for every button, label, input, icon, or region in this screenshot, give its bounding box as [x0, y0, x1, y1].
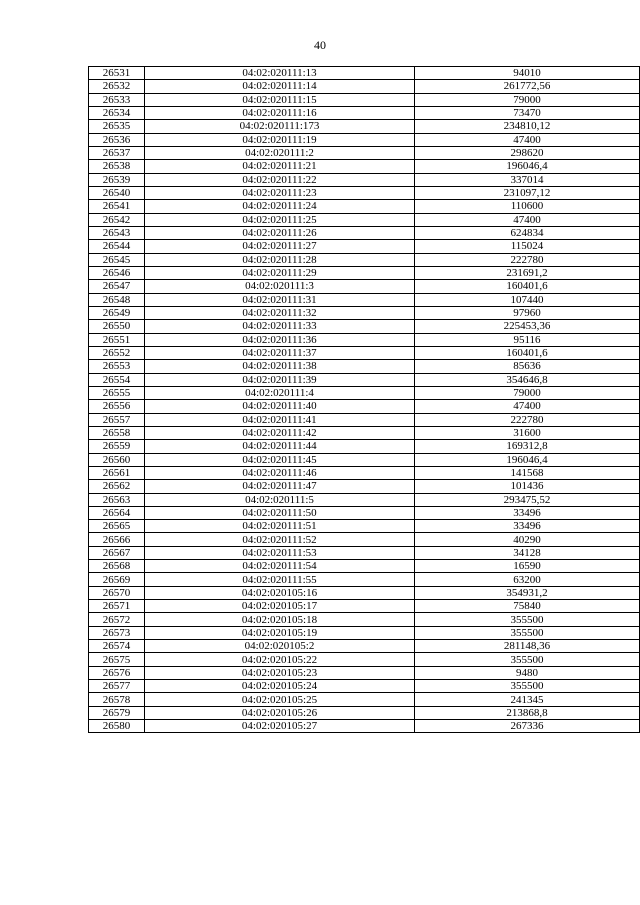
cadastral-number-cell: 04:02:020111:16: [145, 106, 415, 119]
value-cell: 337014: [415, 173, 640, 186]
cadastral-number-cell: 04:02:020111:3: [145, 280, 415, 293]
value-cell: 63200: [415, 573, 640, 586]
row-number-cell: 26576: [89, 666, 145, 679]
value-cell: 75840: [415, 600, 640, 613]
row-number-cell: 26561: [89, 466, 145, 479]
table-row: [89, 493, 640, 506]
cadastral-number-cell: 04:02:020111:32: [145, 306, 415, 319]
table-row: [89, 546, 640, 559]
row-number-cell: 26543: [89, 226, 145, 239]
table-row: [89, 480, 640, 493]
cadastral-number-cell: 04:02:020111:36: [145, 333, 415, 346]
value-cell: 213868,8: [415, 706, 640, 719]
table-row: [89, 520, 640, 533]
table-row: [89, 533, 640, 546]
row-number-cell: 26534: [89, 106, 145, 119]
row-number-cell: 26570: [89, 586, 145, 599]
table-row: [89, 306, 640, 319]
table-row: [89, 640, 640, 653]
cadastral-number-cell: 04:02:020111:41: [145, 413, 415, 426]
cadastral-number-cell: 04:02:020105:24: [145, 680, 415, 693]
value-cell: 97960: [415, 306, 640, 319]
value-cell: 355500: [415, 626, 640, 639]
cadastral-number-cell: 04:02:020111:53: [145, 546, 415, 559]
value-cell: 33496: [415, 506, 640, 519]
row-number-cell: 26577: [89, 680, 145, 693]
table-row: [89, 613, 640, 626]
value-cell: 293475,52: [415, 493, 640, 506]
table-row: [89, 280, 640, 293]
value-cell: 196046,4: [415, 160, 640, 173]
row-number-cell: 26562: [89, 480, 145, 493]
table-row: [89, 706, 640, 719]
value-cell: 241345: [415, 693, 640, 706]
row-number-cell: 26531: [89, 67, 145, 80]
cadastral-number-cell: 04:02:020111:51: [145, 520, 415, 533]
value-cell: 73470: [415, 106, 640, 119]
table-row: [89, 560, 640, 573]
table-row: [89, 573, 640, 586]
table-row: [89, 320, 640, 333]
value-cell: 234810,12: [415, 120, 640, 133]
cadastral-number-cell: 04:02:020111:22: [145, 173, 415, 186]
cadastral-number-cell: 04:02:020111:15: [145, 93, 415, 106]
value-cell: 40290: [415, 533, 640, 546]
value-cell: 261772,56: [415, 80, 640, 93]
row-number-cell: 26552: [89, 346, 145, 359]
table-row: [89, 120, 640, 133]
value-cell: 225453,36: [415, 320, 640, 333]
row-number-cell: 26558: [89, 426, 145, 439]
value-cell: 85636: [415, 360, 640, 373]
row-number-cell: 26572: [89, 613, 145, 626]
cadastral-number-cell: 04:02:020111:27: [145, 240, 415, 253]
row-number-cell: 26538: [89, 160, 145, 173]
table-row: [89, 80, 640, 93]
cadastral-number-cell: 04:02:020111:24: [145, 200, 415, 213]
cadastral-number-cell: 04:02:020111:47: [145, 480, 415, 493]
row-number-cell: 26548: [89, 293, 145, 306]
value-cell: 47400: [415, 133, 640, 146]
table-row: [89, 253, 640, 266]
row-number-cell: 26540: [89, 186, 145, 199]
table-row: [89, 346, 640, 359]
row-number-cell: 26537: [89, 146, 145, 159]
row-number-cell: 26533: [89, 93, 145, 106]
cadastral-number-cell: 04:02:020105:2: [145, 640, 415, 653]
value-cell: 354931,2: [415, 586, 640, 599]
table-row: [89, 173, 640, 186]
value-cell: 355500: [415, 680, 640, 693]
value-cell: 298620: [415, 146, 640, 159]
cadastral-number-cell: 04:02:020111:13: [145, 67, 415, 80]
cadastral-number-cell: 04:02:020111:50: [145, 506, 415, 519]
cadastral-number-cell: 04:02:020105:17: [145, 600, 415, 613]
row-number-cell: 26535: [89, 120, 145, 133]
table-row: [89, 373, 640, 386]
cadastral-number-cell: 04:02:020111:42: [145, 426, 415, 439]
value-cell: 79000: [415, 386, 640, 399]
cadastral-number-cell: 04:02:020111:28: [145, 253, 415, 266]
cadastral-number-cell: 04:02:020111:38: [145, 360, 415, 373]
value-cell: 231097,12: [415, 186, 640, 199]
table-row: [89, 413, 640, 426]
cadastral-number-cell: 04:02:020105:19: [145, 626, 415, 639]
row-number-cell: 26560: [89, 453, 145, 466]
cadastral-number-cell: 04:02:020111:52: [145, 533, 415, 546]
row-number-cell: 26555: [89, 386, 145, 399]
value-cell: 281148,36: [415, 640, 640, 653]
row-number-cell: 26575: [89, 653, 145, 666]
page-number: 40: [314, 38, 326, 52]
row-number-cell: 26568: [89, 560, 145, 573]
table-row: [89, 653, 640, 666]
table-row: [89, 213, 640, 226]
value-cell: 141568: [415, 466, 640, 479]
cadastral-number-cell: 04:02:020111:46: [145, 466, 415, 479]
cadastral-number-cell: 04:02:020111:31: [145, 293, 415, 306]
cadastral-number-cell: 04:02:020111:37: [145, 346, 415, 359]
value-cell: 31600: [415, 426, 640, 439]
row-number-cell: 26542: [89, 213, 145, 226]
row-number-cell: 26550: [89, 320, 145, 333]
row-number-cell: 26551: [89, 333, 145, 346]
row-number-cell: 26580: [89, 720, 145, 733]
row-number-cell: 26557: [89, 413, 145, 426]
table-row: [89, 106, 640, 119]
cadastral-number-cell: 04:02:020105:18: [145, 613, 415, 626]
table-row: [89, 626, 640, 639]
row-number-cell: 26559: [89, 440, 145, 453]
row-number-cell: 26579: [89, 706, 145, 719]
table-row: [89, 466, 640, 479]
row-number-cell: 26571: [89, 600, 145, 613]
value-cell: 9480: [415, 666, 640, 679]
cadastral-number-cell: 04:02:020111:23: [145, 186, 415, 199]
row-number-cell: 26545: [89, 253, 145, 266]
row-number-cell: 26547: [89, 280, 145, 293]
row-number-cell: 26539: [89, 173, 145, 186]
value-cell: 101436: [415, 480, 640, 493]
table-row: [89, 386, 640, 399]
table-row: [89, 680, 640, 693]
cadastral-number-cell: 04:02:020111:5: [145, 493, 415, 506]
table-row: [89, 426, 640, 439]
value-cell: 231691,2: [415, 266, 640, 279]
value-cell: 160401,6: [415, 346, 640, 359]
row-number-cell: 26563: [89, 493, 145, 506]
cadastral-number-cell: 04:02:020111:39: [145, 373, 415, 386]
value-cell: 222780: [415, 413, 640, 426]
table-row: [89, 67, 640, 80]
table-row: [89, 453, 640, 466]
table-row: [89, 586, 640, 599]
cadastral-number-cell: 04:02:020111:54: [145, 560, 415, 573]
value-cell: 34128: [415, 546, 640, 559]
row-number-cell: 26567: [89, 546, 145, 559]
cadastral-number-cell: 04:02:020105:26: [145, 706, 415, 719]
table-row: [89, 133, 640, 146]
row-number-cell: 26578: [89, 693, 145, 706]
table-row: [89, 600, 640, 613]
row-number-cell: 26565: [89, 520, 145, 533]
value-cell: 16590: [415, 560, 640, 573]
cadastral-number-cell: 04:02:020111:45: [145, 453, 415, 466]
cadastral-number-cell: 04:02:020111:40: [145, 400, 415, 413]
value-cell: 79000: [415, 93, 640, 106]
table-row: [89, 93, 640, 106]
table-row: [89, 693, 640, 706]
row-number-cell: 26541: [89, 200, 145, 213]
value-cell: 355500: [415, 653, 640, 666]
table-row: [89, 360, 640, 373]
value-cell: 94010: [415, 67, 640, 80]
cadastral-number-cell: 04:02:020111:55: [145, 573, 415, 586]
cadastral-number-cell: 04:02:020111:2: [145, 146, 415, 159]
table-row: [89, 160, 640, 173]
row-number-cell: 26574: [89, 640, 145, 653]
value-cell: 95116: [415, 333, 640, 346]
value-cell: 222780: [415, 253, 640, 266]
table-row: [89, 506, 640, 519]
value-cell: 47400: [415, 213, 640, 226]
table-row: [89, 720, 640, 733]
value-cell: 169312,8: [415, 440, 640, 453]
cadastral-number-cell: 04:02:020111:33: [145, 320, 415, 333]
cadastral-number-cell: 04:02:020111:29: [145, 266, 415, 279]
value-cell: 354646,8: [415, 373, 640, 386]
cadastral-number-cell: 04:02:020111:26: [145, 226, 415, 239]
value-cell: 47400: [415, 400, 640, 413]
table-row: [89, 186, 640, 199]
cadastral-number-cell: 04:02:020111:4: [145, 386, 415, 399]
row-number-cell: 26554: [89, 373, 145, 386]
row-number-cell: 26546: [89, 266, 145, 279]
table-row: [89, 400, 640, 413]
row-number-cell: 26566: [89, 533, 145, 546]
table-row: [89, 440, 640, 453]
table-row: [89, 266, 640, 279]
table-row: [89, 226, 640, 239]
table-body: [89, 67, 640, 733]
row-number-cell: 26556: [89, 400, 145, 413]
value-cell: 196046,4: [415, 453, 640, 466]
value-cell: 33496: [415, 520, 640, 533]
value-cell: 267336: [415, 720, 640, 733]
cadastral-number-cell: 04:02:020111:44: [145, 440, 415, 453]
value-cell: 115024: [415, 240, 640, 253]
cadastral-value-table: [88, 66, 640, 733]
row-number-cell: 26532: [89, 80, 145, 93]
cadastral-number-cell: 04:02:020111:14: [145, 80, 415, 93]
row-number-cell: 26564: [89, 506, 145, 519]
cadastral-number-cell: 04:02:020111:21: [145, 160, 415, 173]
row-number-cell: 26573: [89, 626, 145, 639]
cadastral-number-cell: 04:02:020111:19: [145, 133, 415, 146]
value-cell: 107440: [415, 293, 640, 306]
table-row: [89, 333, 640, 346]
row-number-cell: 26549: [89, 306, 145, 319]
cadastral-number-cell: 04:02:020111:173: [145, 120, 415, 133]
cadastral-number-cell: 04:02:020105:22: [145, 653, 415, 666]
cadastral-number-cell: 04:02:020105:23: [145, 666, 415, 679]
table-row: [89, 240, 640, 253]
value-cell: 624834: [415, 226, 640, 239]
cadastral-number-cell: 04:02:020105:25: [145, 693, 415, 706]
table-row: [89, 200, 640, 213]
table-row: [89, 293, 640, 306]
row-number-cell: 26536: [89, 133, 145, 146]
value-cell: 110600: [415, 200, 640, 213]
row-number-cell: 26553: [89, 360, 145, 373]
row-number-cell: 26544: [89, 240, 145, 253]
cadastral-number-cell: 04:02:020105:27: [145, 720, 415, 733]
value-cell: 355500: [415, 613, 640, 626]
row-number-cell: 26569: [89, 573, 145, 586]
table-row: [89, 666, 640, 679]
cadastral-number-cell: 04:02:020105:16: [145, 586, 415, 599]
table-row: [89, 146, 640, 159]
cadastral-number-cell: 04:02:020111:25: [145, 213, 415, 226]
value-cell: 160401,6: [415, 280, 640, 293]
